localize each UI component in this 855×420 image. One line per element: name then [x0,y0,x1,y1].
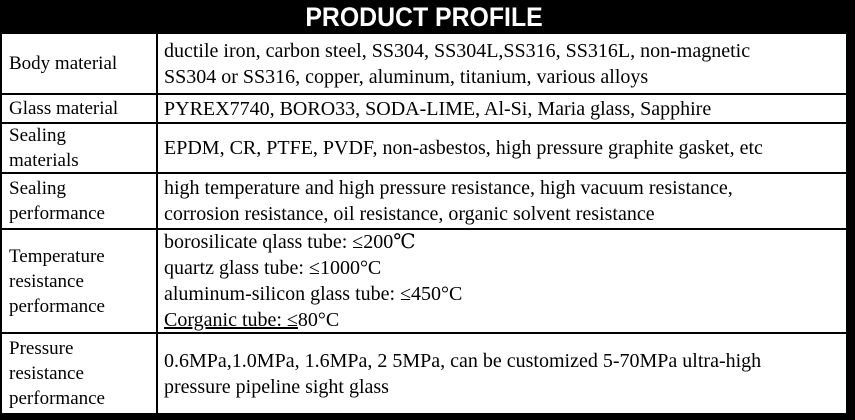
row-value-line: PYREX7740, BORO33, SODA-LIME, Al-Si, Maria glass, Sapphire [164,97,712,120]
row-label-line: Glass material [9,98,119,119]
row-value-line: corrosion resistance, oil resistance, organic solvent resistance [164,203,655,225]
row-value-line: high temperature and high pressure resistance, high vacuum resistance, [164,177,733,199]
row-label-line: Sealing [9,125,66,146]
row-label-line: performance [9,388,105,409]
row-value [158,334,846,413]
row-value-line: aluminum-silicon glass tube: ≤450°C [164,283,463,305]
row-label-line: performance [9,203,105,224]
row-label [2,230,158,332]
table-row [2,174,846,230]
row-value [158,124,846,172]
row-label-line: Body material [9,53,118,74]
row-value [158,34,846,93]
row-value-line: EPDM, CR, PTFE, PVDF, non-asbestos, high pressure graphite gasket, etc [164,137,763,159]
row-label-line: Temperature [9,245,105,267]
table-row [2,124,846,174]
row-value-line: borosilicate qlass tube: ≤200℃ [164,231,416,253]
row-value [158,95,846,122]
row-value-line: pressure pipeline sight glass [164,375,389,398]
row-label-line: resistance [9,363,84,384]
row-label [2,124,158,172]
row-label-line: performance [9,295,105,317]
row-value-line: ductile iron, carbon steel, SS304, SS304L,SS316, SS316L, non-magnetic [164,39,751,62]
row-label [2,95,158,122]
row-label-line: materials [9,150,79,171]
row-label [2,34,158,93]
row-value-line: 0.6MPa,1.0MPa, 1.6MPa, 2 5MPa, can be customized 5-70MPa ultra-high [164,349,762,372]
row-label [2,334,158,413]
row-value [158,174,846,228]
row-label-line: Pressure [9,338,74,359]
row-value-segment: 80°C [297,309,340,331]
row-value [158,230,846,332]
row-value-line: SS304 or SS316, copper, aluminum, titanium, various alloys [164,65,649,88]
row-label-line: Sealing [9,178,66,199]
row-value-line: quartz glass tube: ≤1000°C [164,257,382,279]
table-header-bar [2,0,846,34]
table-body [2,34,846,413]
row-label [2,174,158,228]
row-label-line: resistance [9,270,84,292]
row-value-line [164,307,842,332]
table-row [2,334,846,413]
table-row [2,95,846,124]
row-value-segment: Corganic tube: ≤ [164,309,298,331]
table-row [2,230,846,334]
table-row [2,34,846,95]
page-title: PRODUCT PROFILE [305,1,543,32]
